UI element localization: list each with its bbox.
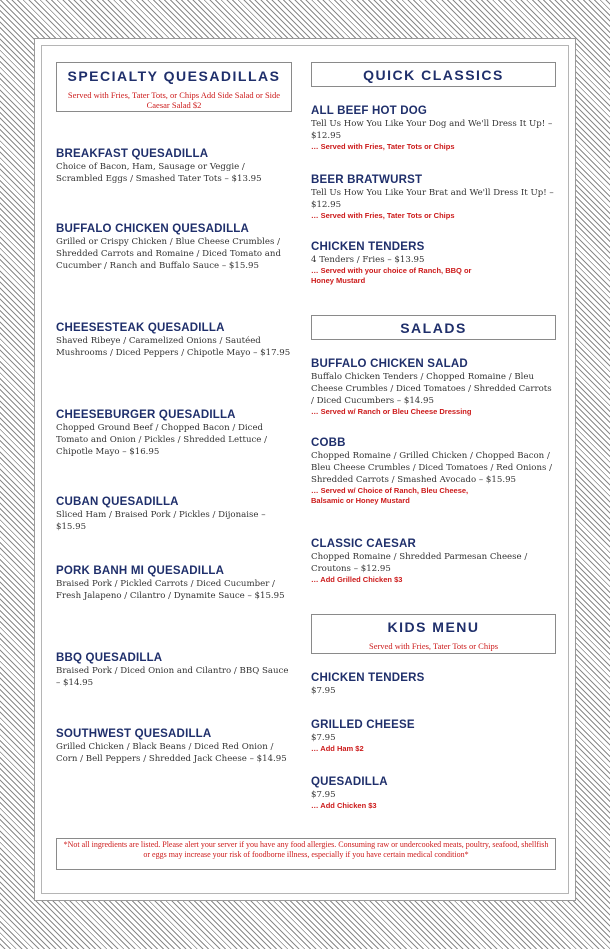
item-desc: Buffalo Chicken Tenders / Chopped Romaine / Bleu Cheese Crumbles / Diced Tomatoes / Shredded Carrots / Diced Cucumbers – $14.95 — [311, 372, 552, 406]
item-note: … Add Chicken $3 — [311, 801, 377, 810]
specialty-quesadillas-column — [56, 62, 292, 764]
menu-item — [311, 538, 556, 585]
item-desc: Tell Us How You Like Your Brat and We'll Dress It Up! – $12.95 — [311, 188, 554, 210]
item-desc: Chopped Romaine / Grilled Chicken / Chopped Bacon / Bleu Cheese Crumbles / Diced Tomatoes / Red Onions / Shredded Carrots / Smashed Avocado – $15.95 — [311, 451, 553, 485]
item-note: … Served with Fries, Tater Tots or Chips — [311, 142, 455, 151]
item-name: SOUTHWEST QUESADILLA — [56, 728, 212, 740]
item-name: BBQ QUESADILLA — [56, 652, 163, 664]
specialty-header — [56, 62, 292, 112]
item-name: COBB — [311, 437, 346, 449]
item-note: … Served with Fries, Tater Tots or Chips — [311, 211, 455, 220]
menu-item — [311, 358, 556, 417]
item-name: CUBAN QUESADILLA — [56, 496, 179, 508]
quick-classics-title: QUICK CLASSICS — [363, 67, 504, 83]
item-name: PORK BANH MI QUESADILLA — [56, 565, 225, 577]
item-desc: Choice of Bacon, Ham, Sausage or Veggie / Scrambled Eggs / Smashed Tater Tots – $13.95 — [56, 162, 262, 184]
menu-item — [311, 776, 556, 811]
item-name: CHICKEN TENDERS — [311, 241, 425, 253]
menu-item — [56, 409, 292, 458]
menu-item — [311, 437, 556, 506]
item-desc: Braised Pork / Diced Onion and Cilantro / BBQ Sauce – $14.95 — [56, 666, 289, 688]
quick-classics-header — [311, 62, 556, 87]
item-desc: Braised Pork / Pickled Carrots / Diced Cucumber / Fresh Jalapeno / Cilantro / Dynamite Sauce – $15.95 — [56, 579, 285, 601]
item-name: CHICKEN TENDERS — [311, 672, 425, 684]
item-desc: Chopped Ground Beef / Chopped Bacon / Diced Tomato and Onion / Pickles / Shredded Lettuce / Chipotle Mayo – $16.95 — [56, 423, 268, 457]
allergy-disclaimer: *Not all ingredients are listed. Please alert your server if you have any food allergies. Consuming raw or undercooked meats, poultry, seafood, shellfish or eggs may increase your risk of foodborne illness, especially if you have certain medical condition* — [56, 838, 556, 870]
menu-item — [311, 719, 556, 754]
item-desc: $7.95 — [311, 790, 336, 800]
item-desc: Grilled Chicken / Black Beans / Diced Red Onion / Corn / Bell Peppers / Shredded Jack Cheese – $14.95 — [56, 742, 287, 764]
menu-item — [311, 241, 556, 286]
item-desc: Chopped Romaine / Shredded Parmesan Cheese / Croutons – $12.95 — [311, 552, 528, 574]
item-name: ALL BEEF HOT DOG — [311, 105, 428, 117]
item-name: QUESADILLA — [311, 776, 388, 788]
item-name: GRILLED CHEESE — [311, 719, 415, 731]
item-desc: Tell Us How You Like Your Dog and We'll Dress It Up! – $12.95 — [311, 119, 553, 141]
item-name: CLASSIC CAESAR — [311, 538, 417, 550]
menu-item — [56, 652, 292, 689]
menu-item — [56, 496, 292, 533]
item-note: … Served with your choice of Ranch, BBQ or Honey Mustard — [311, 266, 472, 285]
item-name: BREAKFAST QUESADILLA — [56, 148, 209, 160]
item-note: … Add Ham $2 — [311, 744, 364, 753]
kids-menu-note: Served with Fries, Tater Tots or Chips — [368, 641, 499, 651]
right-column — [311, 62, 556, 810]
menu-item — [56, 223, 292, 272]
menu-item — [311, 672, 556, 697]
item-desc: 4 Tenders / Fries – $13.95 — [311, 255, 425, 265]
menu-item — [311, 174, 556, 221]
specialty-title: SPECIALTY QUESADILLAS — [67, 68, 281, 84]
salads-header — [311, 315, 556, 340]
kids-menu-header — [311, 614, 556, 654]
menu-item — [56, 565, 292, 602]
item-name: CHEESEBURGER QUESADILLA — [56, 409, 236, 421]
kids-menu-title: KIDS MENU — [387, 619, 480, 635]
menu-item — [56, 322, 292, 359]
item-desc: $7.95 — [311, 733, 336, 743]
salads-title: SALADS — [400, 320, 467, 336]
menu-item — [311, 105, 556, 152]
menu-item — [56, 148, 292, 185]
item-note: … Served w/ Choice of Ranch, Bleu Cheese, Balsamic or Honey Mustard — [311, 486, 469, 505]
item-desc: Sliced Ham / Braised Pork / Pickles / Dijonaise – $15.95 — [56, 510, 266, 532]
item-desc: Grilled or Crispy Chicken / Blue Cheese Crumbles / Shredded Carrots and Romaine / Diced Tomato and Cucumber / Ranch and Buffalo Sauce – $15.95 — [56, 237, 281, 271]
specialty-note: Served with Fries, Tater Tots, or Chips Add Side Salad or Side Caesar Salad $2 — [67, 90, 281, 110]
item-note: … Add Grilled Chicken $3 — [311, 575, 403, 584]
menu-item — [56, 728, 292, 765]
item-name: BUFFALO CHICKEN SALAD — [311, 358, 468, 370]
item-desc: Shaved Ribeye / Caramelized Onions / Sautéed Mushrooms / Diced Peppers / Chipotle Mayo – $17.95 — [56, 336, 291, 358]
item-name: BUFFALO CHICKEN QUESADILLA — [56, 223, 250, 235]
item-name: BEER BRATWURST — [311, 174, 423, 186]
item-desc: $7.95 — [311, 686, 336, 696]
item-name: CHEESESTEAK QUESADILLA — [56, 322, 225, 334]
item-note: … Served w/ Ranch or Bleu Cheese Dressing — [311, 407, 472, 416]
